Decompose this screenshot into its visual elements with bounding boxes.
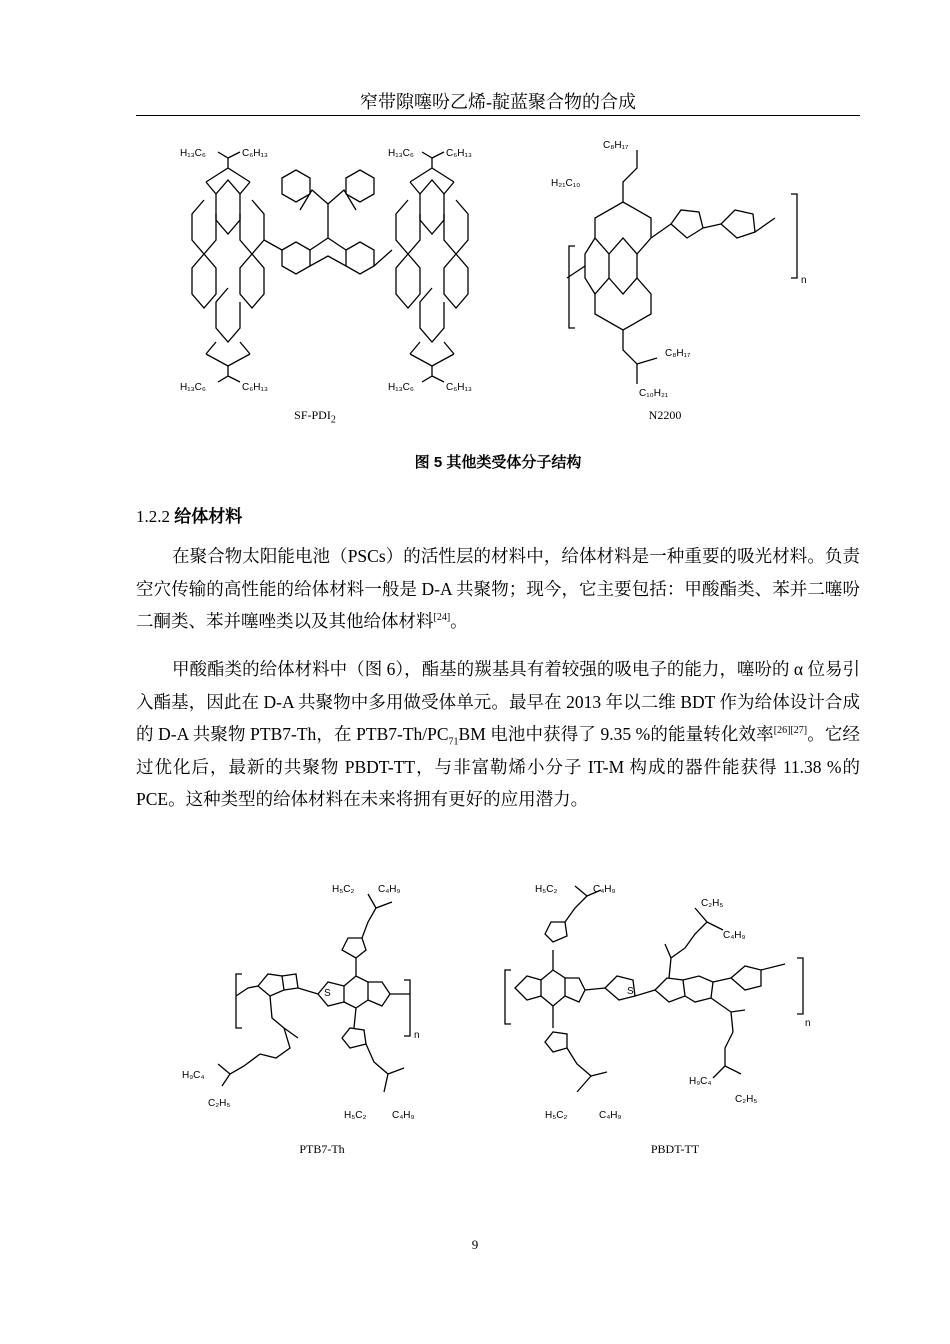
substituent-label: H₁₃C₆	[388, 382, 414, 393]
substituent-label: C₄H₉	[392, 1110, 415, 1121]
thiophene-s: S	[627, 986, 634, 997]
substituent-label: C₈H₁₇	[603, 140, 629, 151]
substituent-label: H₁₃C₆	[388, 148, 414, 159]
pdi-ring	[216, 180, 240, 234]
substituent-label: H₅C₂	[535, 884, 558, 895]
pbdt-tt-label: PBDT-TT	[650, 1142, 700, 1156]
page-number: 9	[471, 1237, 479, 1252]
sf-pdi2-label: $SF-PDI_2$	[294, 408, 336, 426]
sf-pdi2-structure	[170, 138, 500, 406]
substituent-label: H₅C₂	[545, 1110, 568, 1121]
substituent-label: H₂₁C₁₀	[551, 178, 581, 189]
substituent-label: C₆H₁₃	[446, 382, 472, 393]
repeat-unit-n: n	[805, 1018, 811, 1029]
running-header: 窄带隙噻吩乙烯-靛蓝聚合物的合成	[360, 92, 636, 112]
substituent-label: H₅C₂	[344, 1110, 367, 1121]
paragraph-2: 甲酸酯类的给体材料中（图 6），酯基的羰基具有着较强的吸电子的能力，噻吩的 α 位易引入酯基，因此在 D-A 共聚物中多用做受体单元。最早在 2013 年以二维 BDT 作为给体设计合成的 D-A 共聚物 PTB7-Th，在 $PTB7-Th/PC_{71}BM$ 电池中获得了 9.35 %的能量转化效率[26][27]。它经过优化后，最新的共聚物 PBDT-TT，与非富勒烯小分子 IT-M 构成的器件能获得 11.38 %的 PCE。这种类型的给体材料在未来将拥有更好的应用潜力。	[136, 659, 861, 809]
paragraph-1: 在聚合物太阳能电池（PSCs）的活性层的材料中，给体材料是一种重要的吸光材料。负责空穴传输的高性能的给体材料一般是 D-A 共聚物；现今，它主要包括：甲酸酯类、苯并二噻吩二酮类、苯并噻唑类以及其他给体材料[24]。	[136, 546, 860, 631]
substituent-label: C₈H₁₇	[665, 348, 691, 359]
substituent-label: C₁₀H₂₁	[639, 388, 669, 399]
substituent-label: H₉C₄	[182, 1070, 205, 1081]
figure-5-caption: 图 5 其他类受体分子结构	[414, 454, 582, 471]
substituent-label: H₅C₂	[332, 884, 355, 895]
substituent-label: H₁₃C₆	[180, 382, 206, 393]
thiophene-s: S	[324, 988, 331, 999]
substituent-label: C₄H₉	[723, 930, 746, 941]
substituent-label: C₄H₉	[599, 1110, 622, 1121]
substituent-label: C₂H₅	[208, 1098, 231, 1109]
substituent-label: H₉C₄	[689, 1076, 712, 1087]
section-heading: 1.2.2 给体材料	[136, 507, 243, 526]
repeat-unit-n: n	[801, 275, 807, 286]
substituent-label: C₆H₁₃	[242, 382, 268, 393]
substituent-label: C₂H₅	[701, 898, 724, 909]
substituent-label: C₄H₉	[593, 884, 616, 895]
substituent-label: C₆H₁₃	[242, 148, 268, 159]
header-rule	[136, 115, 860, 116]
n2200-structure	[545, 138, 825, 406]
substituent-label: C₄H₉	[378, 884, 401, 895]
substituent-label: C₆H₁₃	[446, 148, 472, 159]
substituent-label: C₂H₅	[735, 1094, 758, 1105]
pbdt-tt-structure	[495, 878, 825, 1128]
substituent-label: H₁₃C₆	[180, 148, 206, 159]
ptb7-th-structure	[178, 878, 448, 1128]
ptb7-th-label: PTB7-Th	[299, 1142, 345, 1156]
n2200-label: N2200	[648, 408, 682, 422]
repeat-unit-n: n	[414, 1030, 420, 1041]
